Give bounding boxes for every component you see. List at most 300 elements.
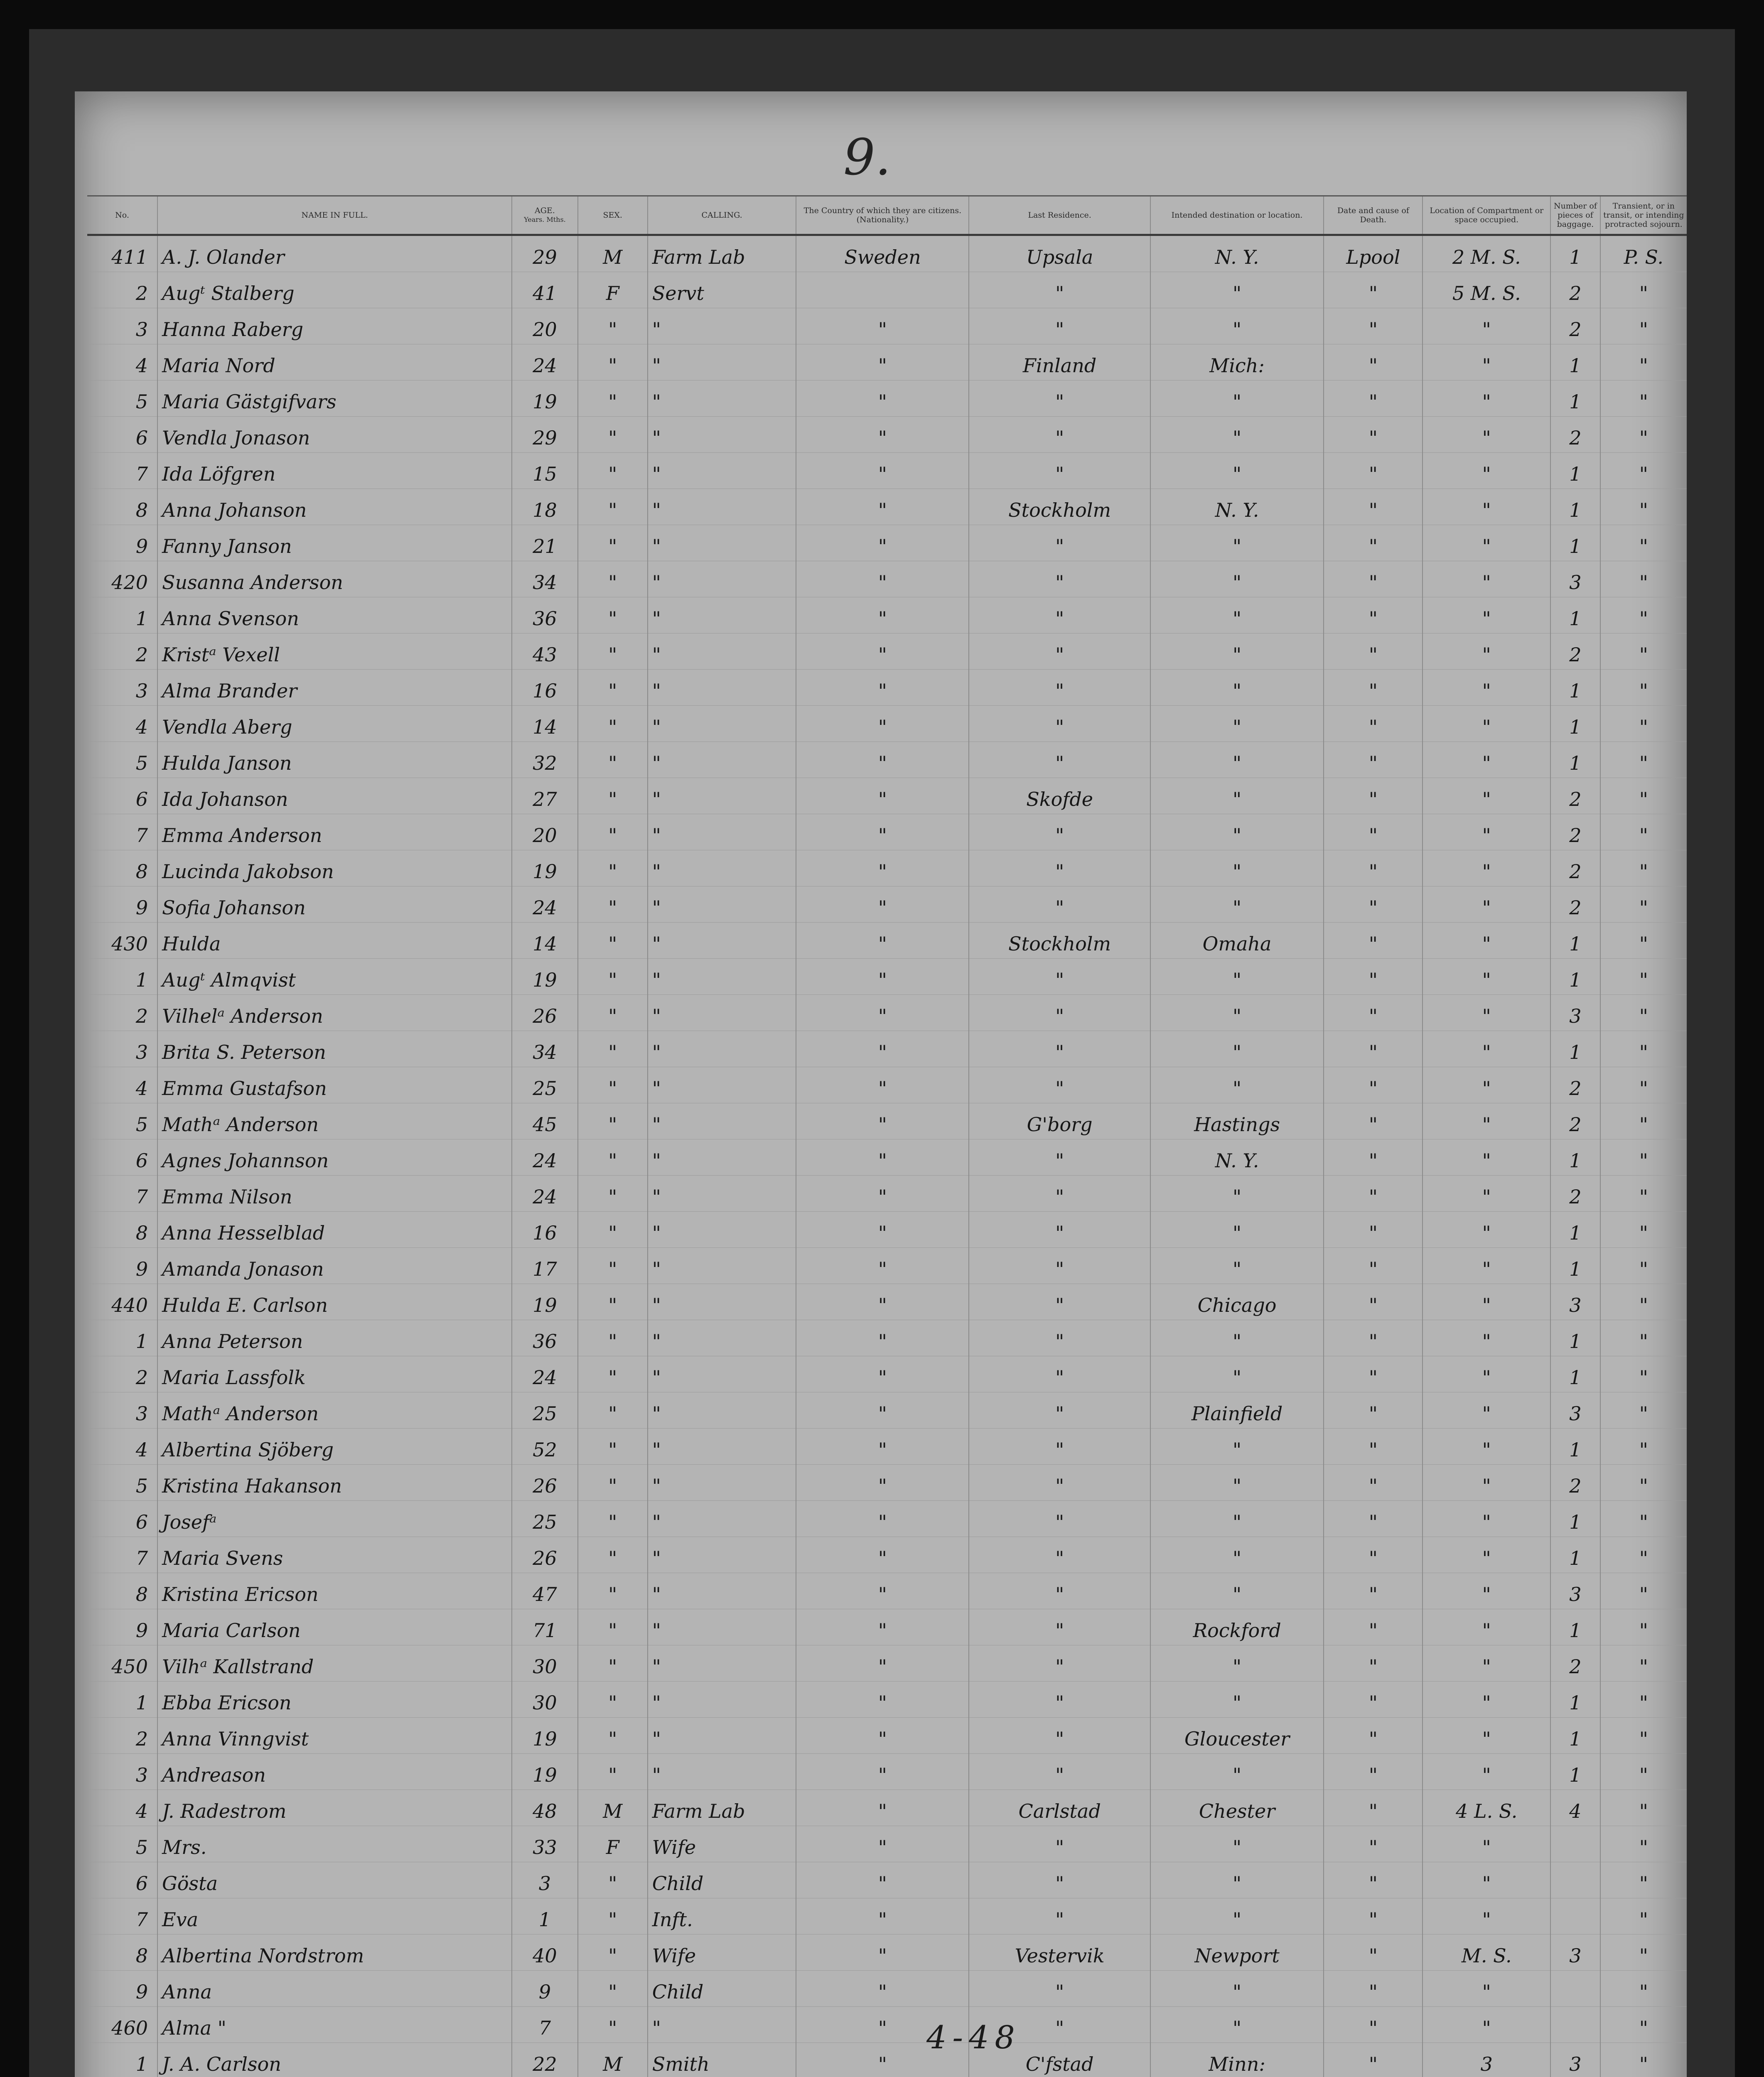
location-cell: "	[1423, 1248, 1550, 1284]
death-cell: "	[1324, 308, 1423, 344]
row-number: 2	[87, 1356, 157, 1392]
death-cell: "	[1324, 1537, 1423, 1573]
passenger-name: Augᵗ Almqvist	[157, 959, 512, 995]
age-cell: 24	[512, 886, 577, 923]
calling-cell: "	[648, 959, 796, 995]
passenger-name: Maria Lassfolk	[157, 1356, 512, 1392]
calling-cell: Wife	[648, 1826, 796, 1862]
row-number: 5	[87, 742, 157, 778]
destination-cell: "	[1150, 814, 1324, 850]
age-cell: 29	[512, 235, 577, 272]
transient-cell: "	[1600, 995, 1687, 1031]
transient-cell: "	[1600, 1067, 1687, 1103]
sex-cell: "	[578, 959, 648, 995]
table-row	[87, 1067, 1687, 1103]
table-row	[87, 417, 1687, 453]
country-cell: "	[796, 597, 969, 633]
calling-cell: "	[648, 2007, 796, 2043]
last-residence-cell: "	[969, 1320, 1150, 1356]
last-residence-cell: "	[969, 525, 1150, 561]
row-number: 7	[87, 1537, 157, 1573]
destination-cell: "	[1150, 778, 1324, 814]
age-cell: 7	[512, 2007, 577, 2043]
last-residence-cell: "	[969, 886, 1150, 923]
death-cell: "	[1324, 1139, 1423, 1176]
destination-cell: "	[1150, 706, 1324, 742]
baggage-cell: 2	[1550, 308, 1600, 344]
passenger-name: J. A. Carlson	[157, 2043, 512, 2077]
table-row	[87, 2007, 1687, 2043]
last-residence-cell: G'borg	[969, 1103, 1150, 1139]
passenger-name: Anna Vinngvist	[157, 1718, 512, 1754]
transient-cell: "	[1600, 1718, 1687, 1754]
location-cell: "	[1423, 1320, 1550, 1356]
country-cell: "	[796, 1284, 969, 1320]
country-cell: "	[796, 489, 969, 525]
table-row	[87, 850, 1687, 886]
transient-cell: "	[1600, 850, 1687, 886]
location-cell: "	[1423, 923, 1550, 959]
row-number: 460	[87, 2007, 157, 2043]
row-number: 2	[87, 633, 157, 670]
destination-cell: "	[1150, 886, 1324, 923]
baggage-cell	[1550, 1862, 1600, 1898]
country-cell: "	[796, 561, 969, 597]
transient-cell: "	[1600, 814, 1687, 850]
transient-cell: "	[1600, 1537, 1687, 1573]
death-cell: "	[1324, 1103, 1423, 1139]
passenger-name: J. Radestrom	[157, 1790, 512, 1826]
table-row	[87, 453, 1687, 489]
death-cell: "	[1324, 814, 1423, 850]
country-cell: "	[796, 1573, 969, 1609]
death-cell: "	[1324, 1790, 1423, 1826]
death-cell: Lpool	[1324, 235, 1423, 272]
country-cell: "	[796, 1429, 969, 1465]
row-number: 7	[87, 814, 157, 850]
baggage-cell: 1	[1550, 1248, 1600, 1284]
age-cell: 71	[512, 1609, 577, 1645]
calling-cell: "	[648, 308, 796, 344]
death-cell: "	[1324, 2043, 1423, 2077]
row-number: 5	[87, 381, 157, 417]
calling-cell: "	[648, 1429, 796, 1465]
last-residence-cell: "	[969, 1898, 1150, 1935]
destination-cell: "	[1150, 1754, 1324, 1790]
row-number: 4	[87, 1429, 157, 1465]
age-cell: 9	[512, 1971, 577, 2007]
passenger-name: Hulda E. Carlson	[157, 1284, 512, 1320]
baggage-cell: 2	[1550, 814, 1600, 850]
country-cell: "	[796, 706, 969, 742]
location-cell: "	[1423, 850, 1550, 886]
last-residence-cell: "	[969, 561, 1150, 597]
age-cell: 14	[512, 706, 577, 742]
table-row	[87, 1537, 1687, 1573]
destination-cell: N. Y.	[1150, 489, 1324, 525]
row-number: 1	[87, 959, 157, 995]
death-cell: "	[1324, 1898, 1423, 1935]
table-row	[87, 1573, 1687, 1609]
table-row	[87, 561, 1687, 597]
row-number: 6	[87, 1501, 157, 1537]
row-number: 2	[87, 272, 157, 308]
destination-cell: "	[1150, 597, 1324, 633]
location-cell: "	[1423, 1645, 1550, 1682]
baggage-cell: 3	[1550, 561, 1600, 597]
row-number: 5	[87, 1103, 157, 1139]
death-cell: "	[1324, 1971, 1423, 2007]
age-cell: 52	[512, 1429, 577, 1465]
table-row	[87, 1790, 1687, 1826]
age-cell: 16	[512, 670, 577, 706]
last-residence-cell: "	[969, 1645, 1150, 1682]
passenger-name: Mathᵃ Anderson	[157, 1103, 512, 1139]
location-cell: "	[1423, 453, 1550, 489]
baggage-cell	[1550, 1826, 1600, 1862]
transient-cell: "	[1600, 525, 1687, 561]
death-cell: "	[1324, 597, 1423, 633]
row-number: 1	[87, 597, 157, 633]
age-cell: 22	[512, 2043, 577, 2077]
passenger-name: Andreason	[157, 1754, 512, 1790]
calling-cell: "	[648, 886, 796, 923]
passenger-name: Emma Nilson	[157, 1176, 512, 1212]
calling-cell: "	[648, 1537, 796, 1573]
baggage-cell: 3	[1550, 1392, 1600, 1429]
country-cell: "	[796, 1392, 969, 1429]
baggage-cell: 1	[1550, 1320, 1600, 1356]
destination-cell: "	[1150, 525, 1324, 561]
row-number: 430	[87, 923, 157, 959]
location-cell: "	[1423, 525, 1550, 561]
transient-cell: "	[1600, 1031, 1687, 1067]
last-residence-cell: Skofde	[969, 778, 1150, 814]
country-cell: "	[796, 1067, 969, 1103]
destination-cell: "	[1150, 670, 1324, 706]
country-cell: "	[796, 923, 969, 959]
death-cell: "	[1324, 1067, 1423, 1103]
passenger-manifest-table	[87, 195, 1687, 2077]
age-cell: 20	[512, 308, 577, 344]
destination-cell: Hastings	[1150, 1103, 1324, 1139]
country-cell: "	[796, 1356, 969, 1392]
country-cell: "	[796, 1898, 969, 1935]
death-cell: "	[1324, 742, 1423, 778]
location-cell: "	[1423, 1537, 1550, 1573]
header-name: NAME IN FULL.	[157, 196, 512, 235]
location-cell: "	[1423, 886, 1550, 923]
death-cell: "	[1324, 886, 1423, 923]
age-cell: 26	[512, 995, 577, 1031]
last-residence-cell: "	[969, 1754, 1150, 1790]
header-destination: Intended destination or location.	[1150, 196, 1324, 235]
calling-cell: Wife	[648, 1935, 796, 1971]
calling-cell: "	[648, 706, 796, 742]
age-cell: 17	[512, 1248, 577, 1284]
country-cell: "	[796, 1501, 969, 1537]
row-number: 7	[87, 1176, 157, 1212]
baggage-cell	[1550, 1898, 1600, 1935]
age-cell: 36	[512, 1320, 577, 1356]
sex-cell: "	[578, 2007, 648, 2043]
location-cell: 3	[1423, 2043, 1550, 2077]
location-cell: "	[1423, 1754, 1550, 1790]
transient-cell: "	[1600, 2043, 1687, 2077]
location-cell: "	[1423, 1284, 1550, 1320]
location-cell: "	[1423, 1392, 1550, 1429]
baggage-cell: 2	[1550, 1103, 1600, 1139]
destination-cell: "	[1150, 1573, 1324, 1609]
destination-cell: Plainfield	[1150, 1392, 1324, 1429]
transient-cell: "	[1600, 886, 1687, 923]
age-cell: 25	[512, 1392, 577, 1429]
transient-cell: "	[1600, 706, 1687, 742]
table-row	[87, 670, 1687, 706]
last-residence-cell: "	[969, 1067, 1150, 1103]
destination-cell: N. Y.	[1150, 235, 1324, 272]
calling-cell: Servt	[648, 272, 796, 308]
calling-cell: "	[648, 1248, 796, 1284]
last-residence-cell: "	[969, 308, 1150, 344]
sex-cell: "	[578, 1284, 648, 1320]
passenger-name: Kristina Hakanson	[157, 1465, 512, 1501]
passenger-name: Amanda Jonason	[157, 1248, 512, 1284]
calling-cell: "	[648, 417, 796, 453]
passenger-name: Maria Svens	[157, 1537, 512, 1573]
sex-cell: "	[578, 1067, 648, 1103]
passenger-name: Kristᵃ Vexell	[157, 633, 512, 670]
death-cell: "	[1324, 1031, 1423, 1067]
transient-cell: "	[1600, 959, 1687, 995]
sex-cell: "	[578, 1898, 648, 1935]
calling-cell: "	[648, 489, 796, 525]
transient-cell: "	[1600, 742, 1687, 778]
transient-cell: "	[1600, 1935, 1687, 1971]
transient-cell: "	[1600, 1248, 1687, 1284]
calling-cell: "	[648, 1356, 796, 1392]
row-number: 7	[87, 453, 157, 489]
last-residence-cell: "	[969, 417, 1150, 453]
transient-cell: "	[1600, 1284, 1687, 1320]
calling-cell: Inft.	[648, 1898, 796, 1935]
location-cell: "	[1423, 1176, 1550, 1212]
age-cell: 24	[512, 344, 577, 381]
transient-cell: "	[1600, 923, 1687, 959]
table-row	[87, 1176, 1687, 1212]
transient-cell: "	[1600, 1501, 1687, 1537]
calling-cell: "	[648, 597, 796, 633]
age-cell: 24	[512, 1356, 577, 1392]
death-cell: "	[1324, 1609, 1423, 1645]
microfilm-frame	[29, 29, 1735, 2077]
age-cell: 20	[512, 814, 577, 850]
baggage-cell: 1	[1550, 1537, 1600, 1573]
calling-cell: "	[648, 453, 796, 489]
death-cell: "	[1324, 1465, 1423, 1501]
transient-cell: "	[1600, 1971, 1687, 2007]
last-residence-cell: "	[969, 1465, 1150, 1501]
baggage-cell: 1	[1550, 1356, 1600, 1392]
row-number: 1	[87, 2043, 157, 2077]
baggage-cell: 1	[1550, 1682, 1600, 1718]
transient-cell: "	[1600, 344, 1687, 381]
transient-cell: "	[1600, 778, 1687, 814]
destination-cell: "	[1150, 1898, 1324, 1935]
location-cell: "	[1423, 597, 1550, 633]
age-cell: 21	[512, 525, 577, 561]
table-row	[87, 1320, 1687, 1356]
last-residence-cell: "	[969, 1031, 1150, 1067]
row-number: 3	[87, 308, 157, 344]
transient-cell: "	[1600, 1139, 1687, 1176]
calling-cell: "	[648, 1645, 796, 1682]
destination-cell: "	[1150, 959, 1324, 995]
sex-cell: F	[578, 1826, 648, 1862]
last-residence-cell: Upsala	[969, 235, 1150, 272]
destination-cell: "	[1150, 1501, 1324, 1537]
sex-cell: "	[578, 1537, 648, 1573]
table-row	[87, 1139, 1687, 1176]
sex-cell: "	[578, 1176, 648, 1212]
passenger-name: Mathᵃ Anderson	[157, 1392, 512, 1429]
country-cell: "	[796, 1248, 969, 1284]
country-cell: "	[796, 1790, 969, 1826]
death-cell: "	[1324, 344, 1423, 381]
country-cell: "	[796, 308, 969, 344]
death-cell: "	[1324, 1429, 1423, 1465]
sex-cell: "	[578, 1103, 648, 1139]
sex-cell: "	[578, 453, 648, 489]
calling-cell: "	[648, 1031, 796, 1067]
sex-cell: "	[578, 381, 648, 417]
manifest-sheet	[75, 91, 1687, 2077]
age-cell: 24	[512, 1139, 577, 1176]
last-residence-cell: "	[969, 1429, 1150, 1465]
passenger-name: Fanny Janson	[157, 525, 512, 561]
age-cell: 45	[512, 1103, 577, 1139]
baggage-cell: 1	[1550, 1718, 1600, 1754]
death-cell: "	[1324, 1284, 1423, 1320]
passenger-name: Maria Nord	[157, 344, 512, 381]
location-cell: "	[1423, 308, 1550, 344]
last-residence-cell: "	[969, 1826, 1150, 1862]
destination-cell: "	[1150, 1248, 1324, 1284]
transient-cell: "	[1600, 1392, 1687, 1429]
age-cell: 30	[512, 1682, 577, 1718]
death-cell: "	[1324, 272, 1423, 308]
destination-cell: "	[1150, 1645, 1324, 1682]
last-residence-cell: "	[969, 1862, 1150, 1898]
sex-cell: "	[578, 814, 648, 850]
header-death: Date and cause of Death.	[1324, 196, 1423, 235]
age-cell: 29	[512, 417, 577, 453]
location-cell: M. S.	[1423, 1935, 1550, 1971]
last-residence-cell: "	[969, 814, 1150, 850]
location-cell: "	[1423, 344, 1550, 381]
row-number: 4	[87, 344, 157, 381]
sex-cell: "	[578, 706, 648, 742]
sex-cell: "	[578, 1754, 648, 1790]
table-row	[87, 1284, 1687, 1320]
sex-cell: "	[578, 670, 648, 706]
table-row	[87, 1356, 1687, 1392]
row-number: 9	[87, 1971, 157, 2007]
country-cell: "	[796, 525, 969, 561]
country-cell: "	[796, 2043, 969, 2077]
destination-cell: Chicago	[1150, 1284, 1324, 1320]
last-residence-cell: "	[969, 453, 1150, 489]
location-cell: "	[1423, 670, 1550, 706]
calling-cell: "	[648, 1501, 796, 1537]
sex-cell: "	[578, 1356, 648, 1392]
sex-cell: "	[578, 742, 648, 778]
manifest-rows	[87, 235, 1687, 2077]
location-cell: "	[1423, 1031, 1550, 1067]
age-cell: 24	[512, 1176, 577, 1212]
death-cell: "	[1324, 2007, 1423, 2043]
country-cell: "	[796, 453, 969, 489]
table-row	[87, 235, 1687, 272]
baggage-cell: 2	[1550, 417, 1600, 453]
table-row	[87, 1935, 1687, 1971]
location-cell: "	[1423, 1862, 1550, 1898]
passenger-name: Ida Löfgren	[157, 453, 512, 489]
sex-cell: "	[578, 1682, 648, 1718]
baggage-cell: 2	[1550, 272, 1600, 308]
transient-cell: "	[1600, 2007, 1687, 2043]
calling-cell: "	[648, 778, 796, 814]
baggage-cell: 1	[1550, 1212, 1600, 1248]
last-residence-cell: "	[969, 1501, 1150, 1537]
death-cell: "	[1324, 561, 1423, 597]
page-number: 9.	[843, 129, 891, 187]
baggage-cell: 2	[1550, 1645, 1600, 1682]
baggage-cell: 2	[1550, 1067, 1600, 1103]
passenger-name: Agnes Johannson	[157, 1139, 512, 1176]
header-location: Location of Compartment or space occupied.	[1423, 196, 1550, 235]
passenger-name: Augᵗ Stalberg	[157, 272, 512, 308]
destination-cell: "	[1150, 1356, 1324, 1392]
location-cell: "	[1423, 1501, 1550, 1537]
country-cell: "	[796, 778, 969, 814]
age-cell: 34	[512, 1031, 577, 1067]
table-row	[87, 1971, 1687, 2007]
destination-cell: "	[1150, 1862, 1324, 1898]
table-row	[87, 597, 1687, 633]
baggage-cell: 1	[1550, 706, 1600, 742]
destination-cell: "	[1150, 1176, 1324, 1212]
sex-cell: M	[578, 1790, 648, 1826]
baggage-cell: 2	[1550, 1176, 1600, 1212]
table-row	[87, 344, 1687, 381]
row-number: 6	[87, 778, 157, 814]
table-row	[87, 1898, 1687, 1935]
row-number: 440	[87, 1284, 157, 1320]
country-cell: "	[796, 417, 969, 453]
destination-cell: "	[1150, 742, 1324, 778]
row-number: 8	[87, 1212, 157, 1248]
location-cell: "	[1423, 1898, 1550, 1935]
death-cell: "	[1324, 1212, 1423, 1248]
row-number: 4	[87, 1067, 157, 1103]
sex-cell: "	[578, 1031, 648, 1067]
death-cell: "	[1324, 1754, 1423, 1790]
baggage-cell: 1	[1550, 597, 1600, 633]
baggage-cell: 3	[1550, 1573, 1600, 1609]
destination-cell: "	[1150, 633, 1324, 670]
subtotal-annotation: 4-48	[926, 2019, 1021, 2056]
